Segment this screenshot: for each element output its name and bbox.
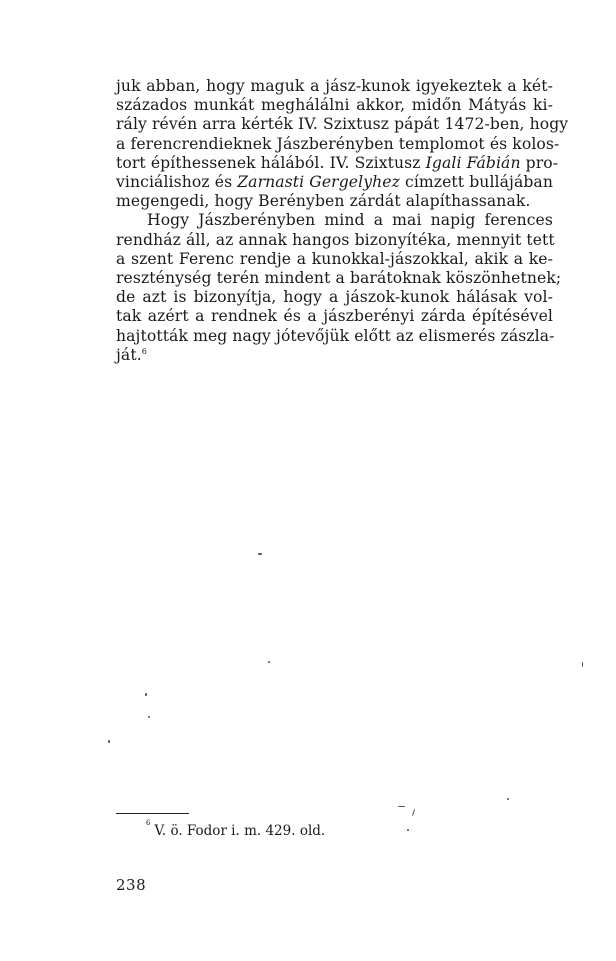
- footnote: [146, 818, 326, 839]
- scan-speck: [582, 662, 583, 667]
- page-number: 238: [116, 876, 147, 894]
- text-line: rendház áll, az annak hangos bizonyítéka, mennyit tett: [116, 230, 555, 249]
- scan-speck: [108, 740, 110, 743]
- text-line: [116, 153, 559, 173]
- scan-speck: [398, 806, 405, 807]
- paragraph-last-line: [116, 346, 553, 365]
- text-segment: tort építhessenek hálából. IV. Szixtusz: [116, 153, 426, 172]
- scan-speck: [145, 693, 147, 696]
- text-line: de azt is bizonyítja, hogy a jászok-kunok hálásak vol-: [116, 288, 553, 307]
- paragraph-last-line: megengedi, hogy Berényben zárdát alapíthassanak.: [116, 192, 531, 211]
- text-line: reszténység terén mindent a barátoknak köszönhetnek;: [116, 269, 562, 288]
- text-line: juk abban, hogy maguk a jász-kunok igyekeztek a két-: [116, 77, 553, 95]
- text-line: a ferencrendieknek Jászberényben templomot és kolos-: [116, 134, 560, 153]
- footnote-divider: [116, 813, 189, 814]
- scan-speck: [258, 553, 262, 555]
- text-segment: pro-: [520, 153, 559, 172]
- text-line: [116, 173, 553, 192]
- text-segment: ját.: [116, 345, 142, 364]
- scan-speck: [148, 716, 150, 718]
- italic-name: Zarnasti Gergelyhez: [237, 173, 400, 192]
- scan-speck: [507, 798, 509, 800]
- text-line: hajtották meg nagy jótevőjük előtt az elismerés zászla-: [116, 326, 555, 345]
- text-line: tak azért a rendnek és a jászberényi zárda építésével: [116, 307, 553, 326]
- body-text: [116, 77, 569, 365]
- text-segment: címzett bullájában: [399, 173, 553, 192]
- italic-name: Igali Fábián: [425, 153, 521, 172]
- paragraph-first-line: Hogy Jászberényben mind a mai napig ferences: [147, 211, 553, 230]
- footnote-reference[interactable]: 6: [141, 346, 147, 356]
- text-line: százados munkát meghálálni akkor, midőn Mátyás ki-: [116, 96, 553, 115]
- scan-speck: [412, 809, 415, 816]
- footnote-text: V. ö. Fodor i. m. 429. old.: [154, 823, 326, 839]
- scan-speck: [407, 829, 409, 831]
- text-line: rály révén arra kérték IV. Szixtusz pápát 1472-ben, hogy: [116, 115, 569, 134]
- text-segment: vinciálishoz és: [116, 173, 238, 192]
- footnote-mark: 6: [146, 818, 151, 827]
- text-line: a szent Ferenc rendje a kunokkal-jászokkal, akik a ke-: [116, 249, 553, 268]
- scan-speck: [268, 661, 270, 663]
